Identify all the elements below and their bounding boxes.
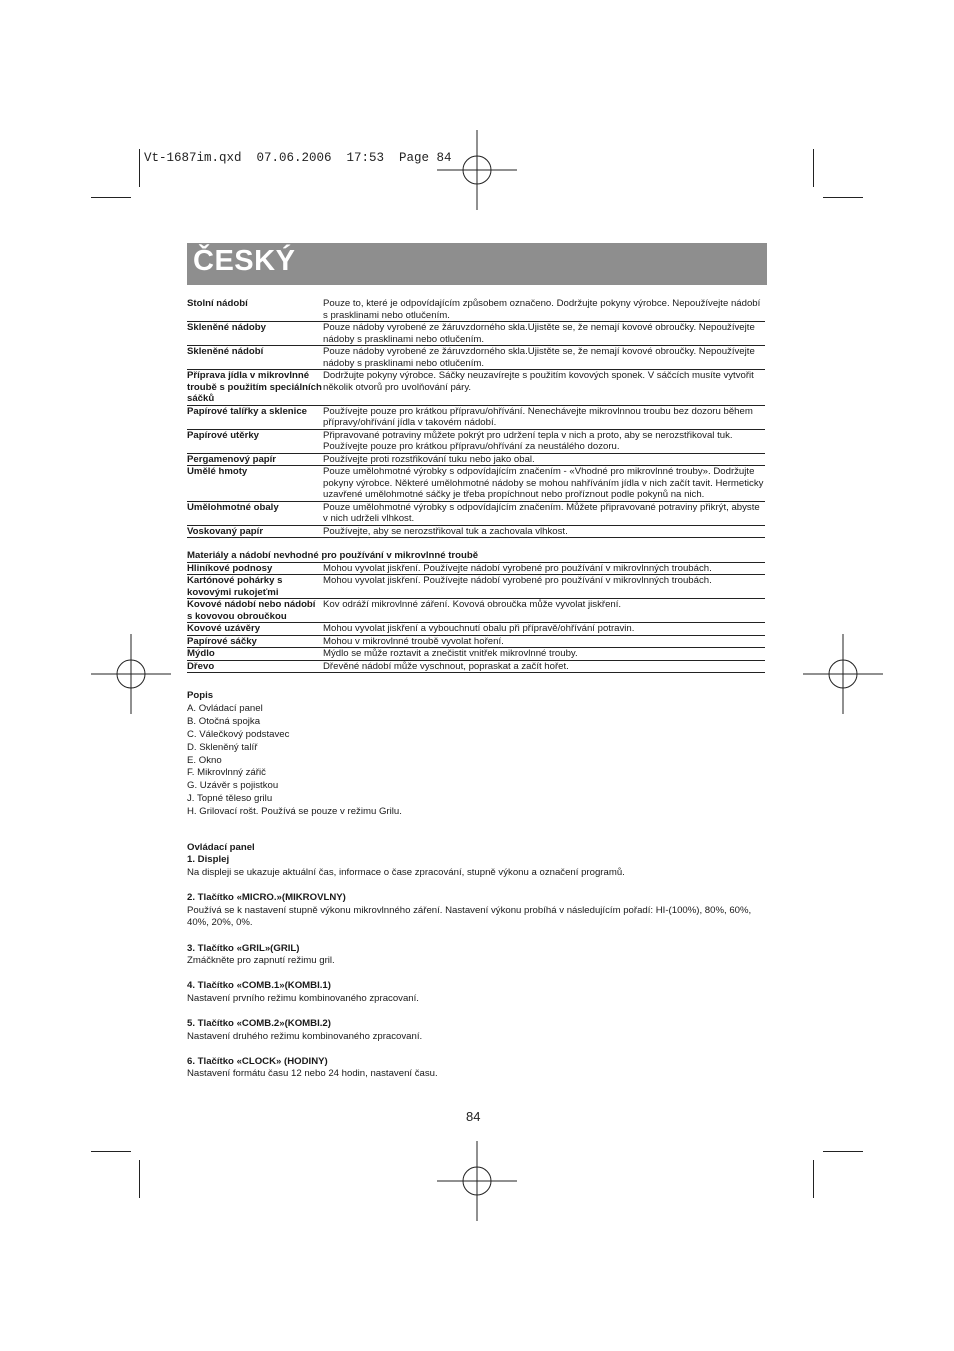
registration-mark-right-icon [803, 634, 883, 714]
crop-mark [139, 149, 140, 187]
section-heading: 1. Displej [187, 854, 230, 866]
material-desc: Dodržujte pokyny výrobce. Sáčky neuzavírejte s použitím kovových sponek. V sáčcích musíte vytvořit několik otvorů pro uvolňování páry. [323, 370, 754, 393]
list-item: H. Grilovací rošt. Používá se pouze v režimu Grilu. [187, 806, 402, 818]
page-number: 84 [466, 1109, 481, 1124]
list-item: D. Skleněný talíř [187, 741, 258, 753]
section-text: Nastavení formátu času 12 nebo 24 hodin, nastavení času. [187, 1068, 438, 1080]
list-item: F. Mikrovlnný zářič [187, 767, 266, 779]
section-text: Nastavení druhého režimu kombinovaného zpracovaní. [187, 1030, 423, 1042]
unsuitable-heading: Materiály a nádobí nevhodné pro používání v mikrovlnné troubě [187, 550, 479, 561]
material-desc: Používejte, aby se nerozstřikoval tuk a zachovala vlhkost. [323, 525, 568, 537]
table-row [187, 648, 765, 661]
registration-mark-top-icon [437, 130, 517, 210]
material-desc: Mýdlo se může roztavit a znečistit vnitřek mikrovlnné trouby. [323, 648, 578, 659]
table-row [187, 453, 765, 466]
table-row [187, 599, 765, 623]
parts-list [187, 690, 765, 819]
language-header-bar [187, 243, 767, 285]
section-heading: 3. Tlačítko «GRIL»(GRIL) [187, 942, 300, 954]
list-item: G. Uzávěr s pojistkou [187, 780, 279, 792]
crop-mark [91, 197, 131, 198]
material-name: Papírové talířky a sklenice [187, 405, 307, 417]
crop-mark [823, 1151, 863, 1152]
table-row [187, 429, 765, 453]
material-name: Pergamenový papír [187, 453, 277, 465]
material-name: Dřevo [187, 660, 215, 672]
list-item: B. Otočná spojka [187, 715, 261, 727]
registration-mark-left-icon [91, 634, 171, 714]
table-row [187, 525, 765, 538]
material-name: Umělé hmoty [187, 466, 248, 477]
suitable-materials-table [187, 298, 765, 538]
table-row [187, 405, 765, 429]
material-desc: Pouze to, které je odpovídajícím způsobem označeno. Dodržujte pokyny výrobce. Nepoužívejte nádobí s prasklinami nebo otlučením. [323, 298, 761, 321]
material-desc: Pouze umělohmotné výrobky s odpovídajícím značením. Můžete připravované potraviny přikrýt, abyste v nich udrželi vlhkost. [323, 501, 760, 524]
list-item: A. Ovládací panel [187, 702, 263, 714]
material-name: Papírové sáčky [187, 635, 257, 647]
table-row [187, 562, 765, 575]
material-desc: Mohou vyvolat jiskření. Používejte nádobí vyrobené pro používání v mikrovlnných troubách. [323, 562, 712, 574]
table-row [187, 370, 765, 406]
material-desc: Kov odráží mikrovlnné záření. Kovová obroučka může vyvolat jiskření. [323, 599, 622, 610]
control-panel-heading: Ovládací panel [187, 842, 255, 854]
material-desc: Pouze umělohmotné výrobky s odpovídajícím značením - «Vhodné pro mikrovlnné trouby». Dodržujte pokyny výrobce. Některé umělohmotné nádoby se mohou nahříváním jídla v nich začít tavit. Hermeticky uzavřené umělohmotné sáčky je třeba propíchnout nebo proříznout podle pokynů na nich. [323, 466, 764, 500]
material-name: Mýdlo [187, 648, 215, 659]
unsuitable-materials-table [187, 562, 765, 674]
table-row [187, 466, 765, 502]
crop-mark [91, 1151, 131, 1152]
crop-mark [813, 149, 814, 187]
page-title: ČESKÝ [193, 245, 296, 277]
control-panel-section [187, 842, 765, 1081]
table-row [187, 575, 765, 599]
list-item: E. Okno [187, 754, 222, 766]
table-row [187, 346, 765, 370]
material-name: Papírové utěrky [187, 429, 259, 441]
section-text: Zmáčkněte pro zapnutí režimu gril. [187, 954, 335, 966]
material-name: Skleněné nádobí [187, 346, 264, 357]
section-text: Nastavení prvního režimu kombinovaného zpracovaní. [187, 992, 419, 1004]
table-row [187, 635, 765, 648]
crop-mark [823, 197, 863, 198]
crop-mark [813, 1160, 814, 1198]
material-name: Kovové uzávěry [187, 623, 261, 634]
section-text: Používá se k nastavení stupně výkonu mikrovlnného záření. Nastavení výkonu probíhá v následujícím pořadí: HI-(100%), 80%, 60%, 40%, 20%, 0%. [187, 904, 752, 929]
material-name: Příprava jídla v mikrovlnné troubě s použitím speciálních sáčků [187, 370, 322, 404]
material-name: Skleněné nádoby [187, 322, 266, 333]
material-desc: Pouze nádoby vyrobené ze žáruvzdorného skla.Ujistěte se, že nemají kovové obroučky. Nepoužívejte nádoby s prasklinami nebo otlučením. [323, 322, 755, 345]
list-item: J. Topné těleso grilu [187, 793, 273, 805]
material-name: Kovové nádobí nebo nádobí s kovovou obroučkou [187, 599, 316, 622]
material-name: Umělohmotné obaly [187, 501, 279, 513]
material-name: Stolní nádobí [187, 298, 248, 309]
table-row [187, 501, 765, 525]
material-desc: Dřevěné nádobí může vyschnout, popraskat a začít hořet. [323, 660, 569, 672]
registration-mark-bottom-icon [437, 1141, 517, 1221]
content [187, 298, 765, 1081]
material-desc: Pouze nádoby vyrobené ze žáruvzdorného skla.Ujistěte se, že nemají kovové obroučky. Nepoužívejte nádoby s prasklinami nebo otlučením. [323, 346, 755, 369]
section-heading: 2. Tlačítko «MICRO.»(MIKROVLNY) [187, 892, 346, 904]
section-heading: 6. Tlačítko «CLOCK» (HODINY) [187, 1055, 328, 1067]
parts-heading: Popis [187, 690, 214, 701]
material-desc: Používejte pouze pro krátkou přípravu/ohřívání. Nenechávejte mikrovlnnou troubu bez dozoru během přípravy/ohřívání jídla v takovém nádobí. [323, 405, 753, 428]
material-name: Hliníkové podnosy [187, 562, 273, 574]
table-row [187, 623, 765, 636]
section-text: Na displeji se ukazuje aktuální čas, informace o čase zpracování, stupně výkonu a označení programů. [187, 866, 625, 878]
list-item: C. Válečkový podstavec [187, 728, 290, 740]
table-row [187, 322, 765, 346]
table-row [187, 298, 765, 322]
material-name: Kartónové pohárky s kovovými rukojeťmi [187, 575, 283, 598]
material-desc: Používejte proti rozstřikování tuku nebo jako obal. [323, 453, 535, 465]
section-heading: 5. Tlačítko «COMB.2»(KOMBI.2) [187, 1018, 331, 1030]
material-desc: Mohou v mikrovlnné troubě vyvolat hoření. [323, 635, 504, 647]
material-desc: Mohou vyvolat jiskření a vybouchnutí obalu při přípravě/ohřívání potravin. [323, 623, 635, 634]
material-name: Voskovaný papír [187, 525, 264, 537]
table-row [187, 660, 765, 673]
material-desc: Připravované potraviny můžete pokrýt pro udržení tepla v nich a proto, aby se nerozstřikoval tuk. Používejte pouze pro krátkou přípravu/ohřívání za neustálého dozoru. [323, 429, 733, 452]
crop-mark [139, 1160, 140, 1198]
material-desc: Mohou vyvolat jiskření. Používejte nádobí vyrobené pro používání v mikrovlnných troubách. [323, 575, 712, 586]
section-heading: 4. Tlačítko «COMB.1»(KOMBI.1) [187, 980, 331, 992]
print-slug: Vt-1687im.qxd 07.06.2006 17:53 Page 84 [144, 151, 452, 165]
